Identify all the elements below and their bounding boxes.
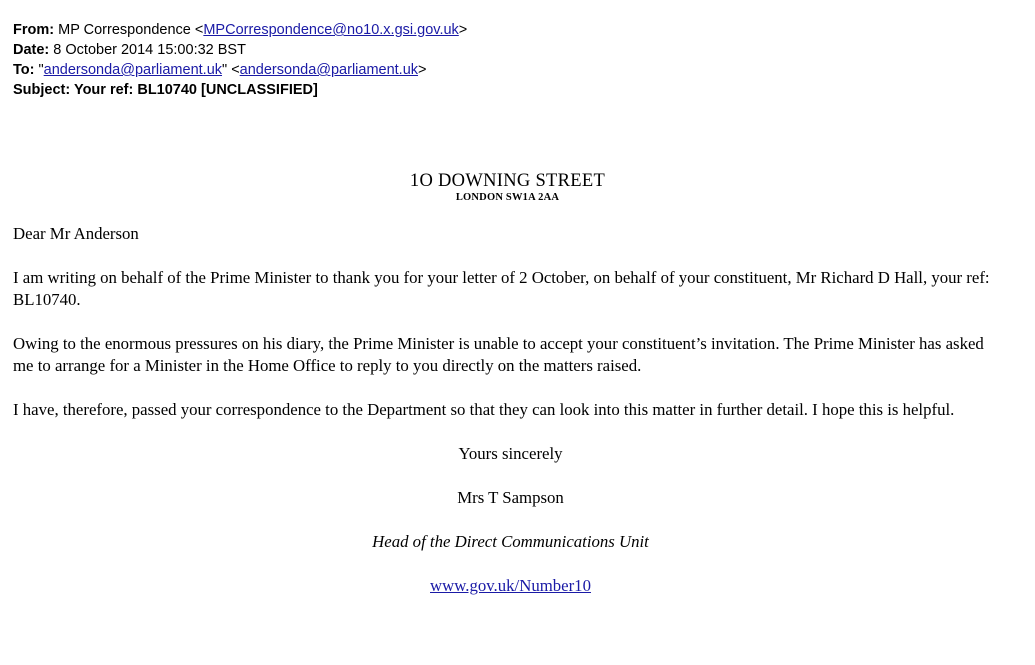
- letterhead-address: LONDON SW1A 2AA: [455, 192, 560, 203]
- letterhead: [0, 170, 1015, 204]
- subject-label: Subject:: [13, 82, 71, 98]
- signatory-title: Head of the Direct Communications Unit: [372, 532, 649, 551]
- date-value: 8 October 2014 15:00:32 BST: [49, 42, 246, 58]
- signatory-name: Mrs T Sampson: [457, 488, 564, 507]
- to-line: [13, 60, 467, 80]
- email-header: [13, 20, 467, 100]
- from-email-link[interactable]: MPCorrespondence@no10.x.gsi.gov.uk: [203, 22, 459, 38]
- date-line: [13, 40, 467, 60]
- subject-line: [13, 80, 467, 100]
- letterhead-title: 1O DOWNING STREET: [409, 171, 606, 191]
- from-line: [13, 20, 467, 40]
- closing: Yours sincerely: [458, 444, 563, 463]
- website-link[interactable]: www.gov.uk/Number10: [430, 576, 591, 595]
- subject-value: Your ref: BL10740 [UNCLASSIFIED]: [70, 82, 318, 98]
- website-line: [13, 575, 1008, 597]
- to-email-link-1[interactable]: andersonda@parliament.uk: [43, 62, 223, 78]
- salutation: Dear Mr Anderson: [13, 224, 139, 243]
- to-label: To:: [13, 62, 35, 78]
- letter-body: [13, 223, 1008, 619]
- from-close: >: [458, 22, 468, 38]
- to-open-quote: ": [34, 62, 44, 78]
- paragraph-2: Owing to the enormous pressures on his diary, the Prime Minister is unable to accept your constituent’s invitation. The Prime Minister has asked me to arrange for a Minister in the Home Office to reply to you directly on the matters raised.: [13, 334, 984, 375]
- to-email-link-2[interactable]: andersonda@parliament.uk: [239, 62, 419, 78]
- from-label: From:: [13, 22, 55, 38]
- paragraph-1: I am writing on behalf of the Prime Minister to thank you for your letter of 2 October, on behalf of your constituent, Mr Richard D Hall, your ref: BL10740.: [13, 268, 990, 309]
- to-close: >: [418, 62, 427, 78]
- from-name: MP Correspondence <: [54, 22, 204, 38]
- to-mid: " <: [222, 62, 240, 78]
- signature-block: [13, 443, 1008, 597]
- paragraph-3: I have, therefore, passed your correspondence to the Department so that they can look into this matter in further detail. I hope this is helpful.: [13, 400, 955, 419]
- date-label: Date:: [13, 42, 50, 58]
